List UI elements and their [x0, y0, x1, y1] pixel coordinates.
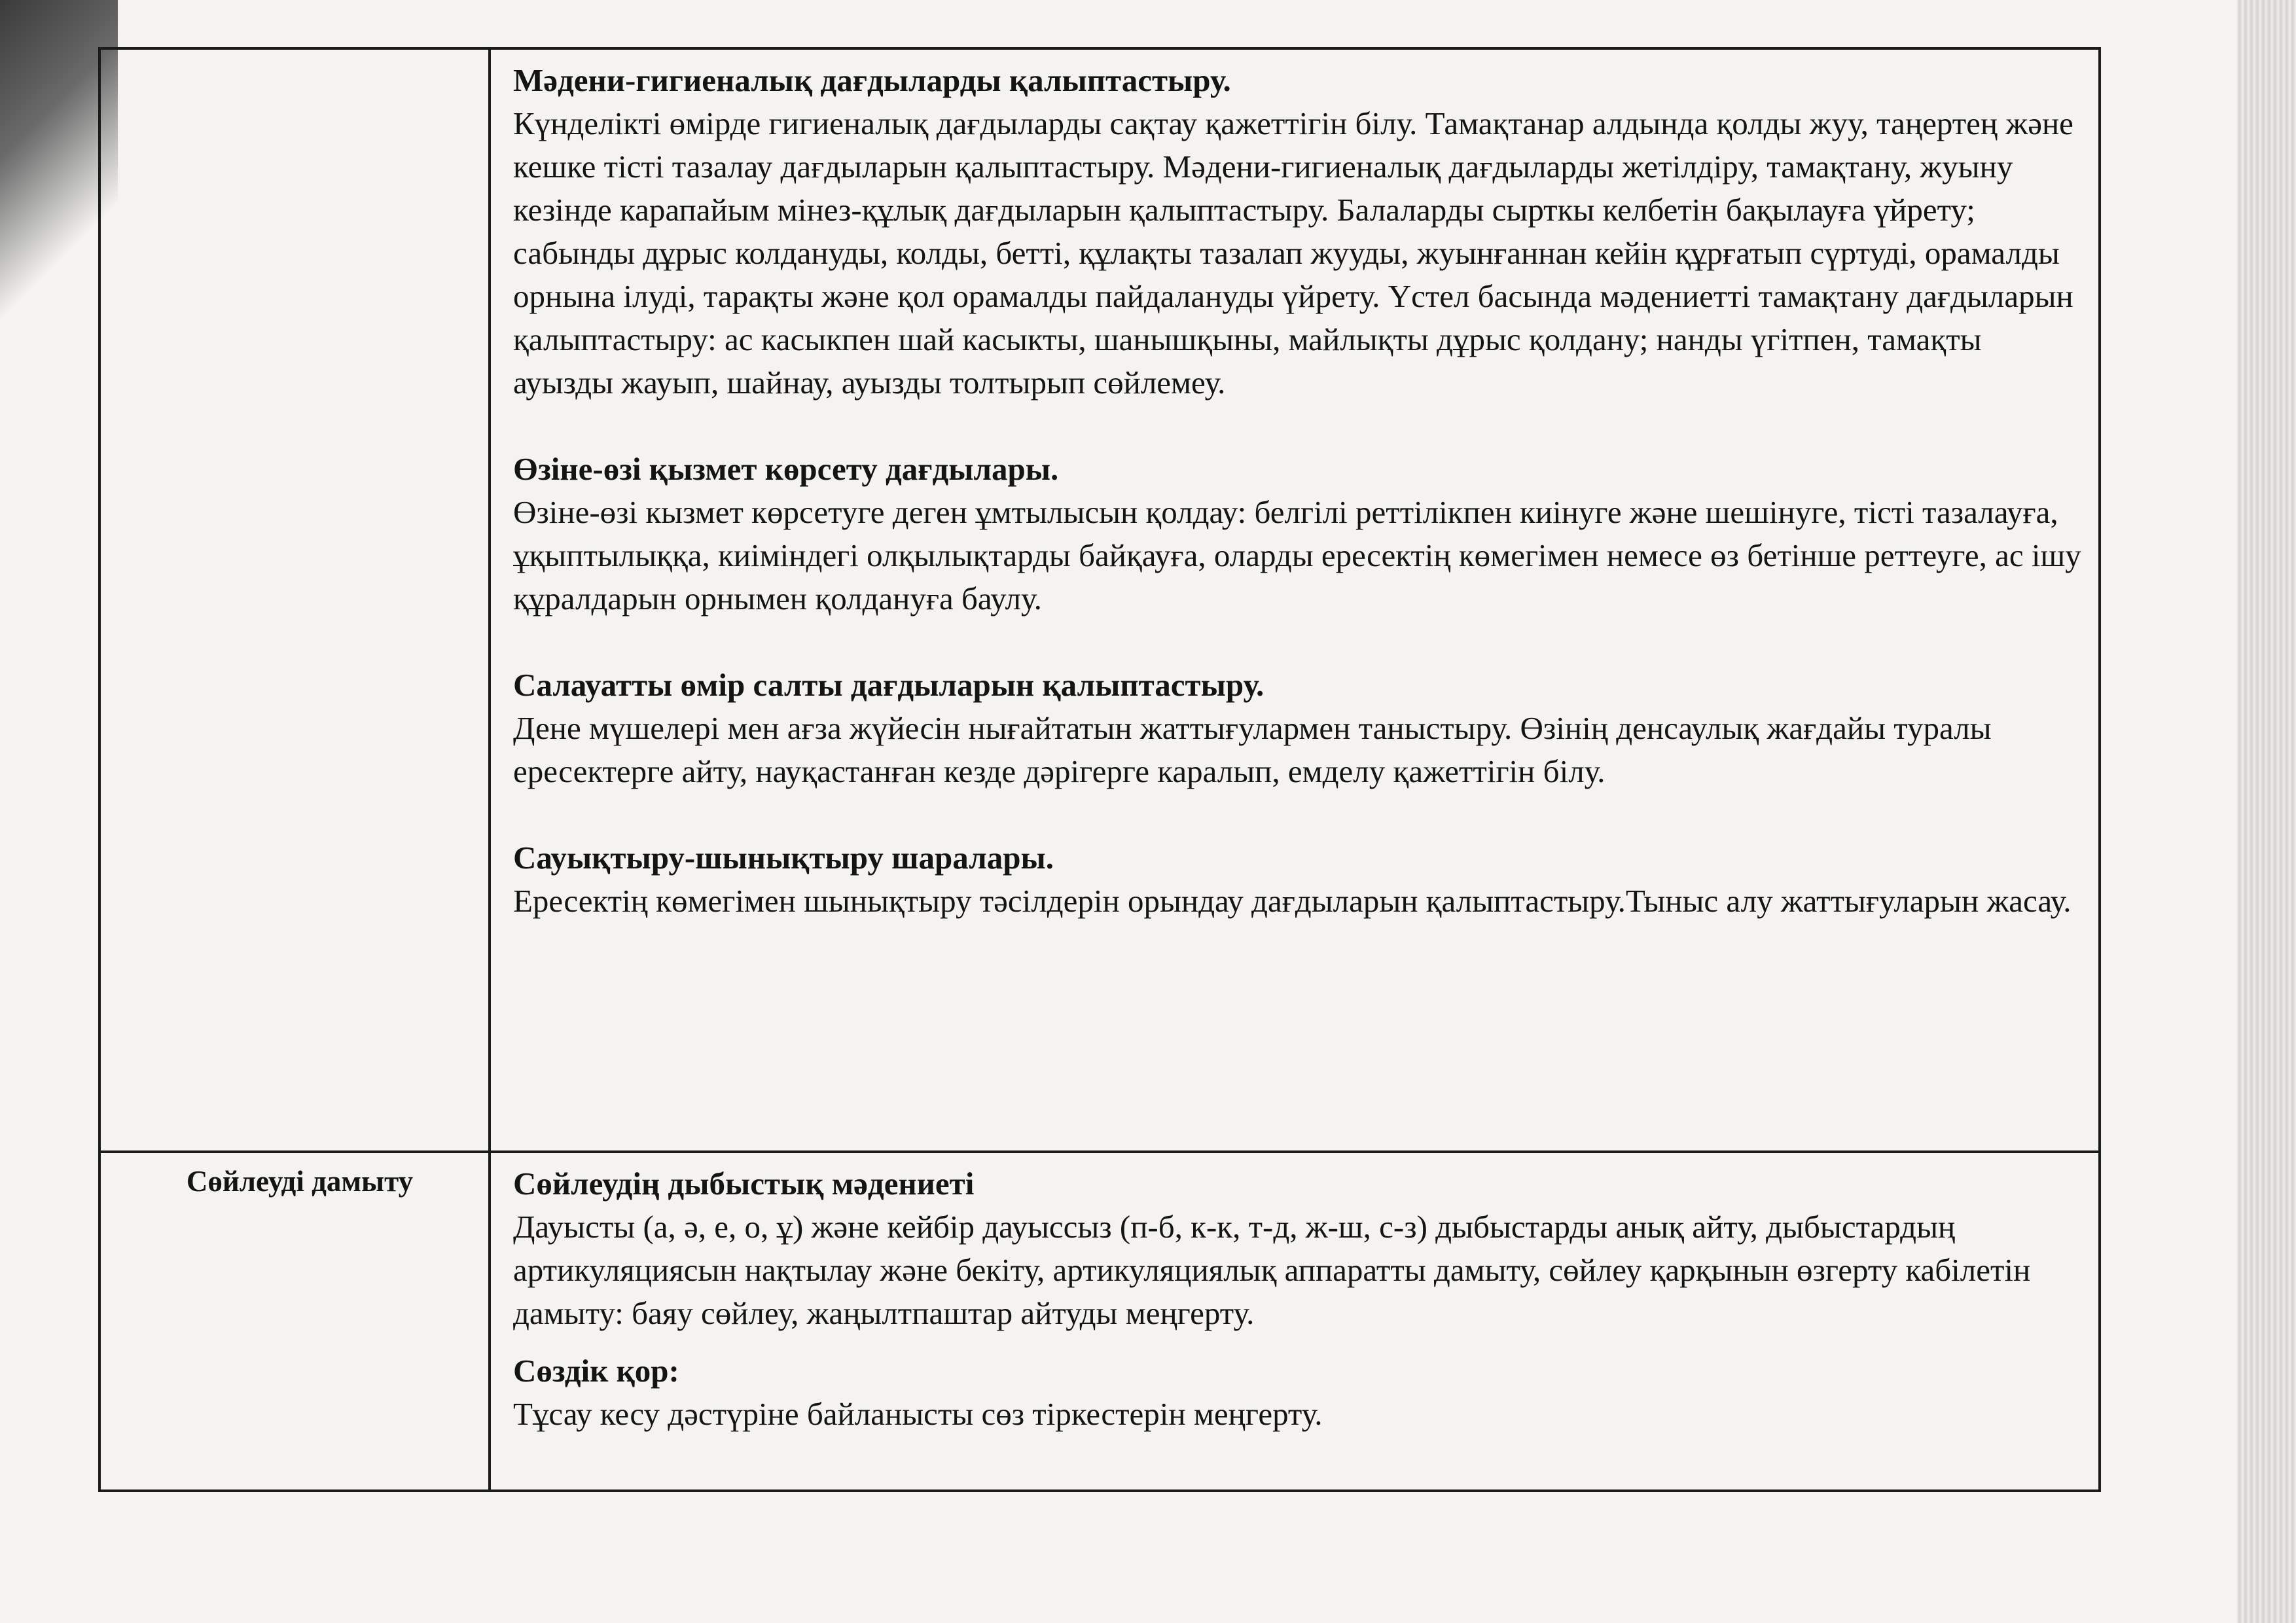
- section-body: Дауысты (а, ә, е, о, ұ) және кейбір дауыссыз (п-б, к-к, т-д, ж-ш, с-з) дыбыстарды анық айту, дыбыстардың артикуляциясын нақтылау және бекіту, артикуляциялық аппаратты дамыту, сөйлеу қарқынын өзгерту кабілетін дамыту: баяу сөйлеу, жаңылтпаштар айтуды меңгерту.: [513, 1209, 2031, 1331]
- row-content-cell: [490, 48, 2100, 1152]
- section-healthy-lifestyle: [513, 664, 2087, 793]
- table-row: [99, 1152, 2100, 1491]
- section-body: Күнделікті өмірде гигиеналық дағдыларды сақтау қажеттігін білу. Тамақтанар алдында қолды жуу, таңертең және кешке тісті тазалау дағдыларын қалыптастыру. Мәдени-гигиеналық дағдыларды жетілдіру, тамақтану, жуыну кезінде карапайым мінез-құлық дағдыларын қалыптастыру. Балаларды сырткы келбетін бақылауға үйрету; сабынды дұрыс колдануды, колды, бетті, құлақты тазалап жууды, жуынғаннан кейін құрғатып сүртуді, орамалды орнына ілуді, тарақты және қол орамалды пайдалануды үйрету. Үстел басында мәдениетті тамақтану дағдыларын қалыптастыру: ас касыкпен шай касыкты, шанышқыны, майлықты дұрыс қолдану; нанды үгітпен, тамақты ауызды жауып, шайнау, ауызды толтырып сөйлемеу.: [513, 105, 2073, 401]
- section-vocabulary: [513, 1349, 2087, 1436]
- section-hardening-measures: [513, 836, 2087, 923]
- row-subject-cell: [99, 48, 490, 1152]
- section-title: Өзіне-өзі қызмет көрсету дағдылары.: [513, 451, 1059, 487]
- section-body: Тұсау кесу дәстүріне байланысты сөз тіркестерін меңгерту.: [513, 1396, 1323, 1432]
- section-self-care-skills: [513, 448, 2087, 620]
- section-hygiene-skills: [513, 59, 2087, 404]
- table-row: [99, 48, 2100, 1152]
- section-title: Сөйлеудің дыбыстық мәдениеті: [513, 1166, 975, 1202]
- section-body: Дене мүшелері мен ағза жүйесін нығайтатын жаттығулармен таныстыру. Өзінің денсаулық жағдайы туралы ересектерге айту, науқастанған кезде дәрігерге каралып, емделу қажеттігін білу.: [513, 710, 1992, 789]
- curriculum-table: [98, 47, 2101, 1492]
- section-body: Өзіне-өзі кызмет көрсетуге деген ұмтылысын қолдау: белгілі реттілікпен киінуге және шешінуге, тісті тазалауға, ұқыптылыққа, киіміндегі олқылықтарды байқауға, оларды ересектің көмегімен немесе өз бетінше реттеуге, ас ішу құралдарын орнымен қолдануға баулу.: [513, 494, 2081, 616]
- page-stack-edge: [2237, 0, 2296, 1623]
- row-subject-cell: Сөйлеуді дамыту: [99, 1152, 490, 1491]
- section-title: Мәдени-гигиеналық дағдыларды қалыптастыру.: [513, 62, 1231, 98]
- section-body: Ересектің көмегімен шынықтыру тәсілдерін орындау дағдыларын қалыптастыру.Тыныс алу жаттығуларын жасау.: [513, 883, 2072, 919]
- section-title: Сөздік қор:: [513, 1353, 679, 1389]
- section-title: Сауықтыру-шынықтыру шаралары.: [513, 840, 1054, 876]
- row-content-cell: [490, 1152, 2100, 1491]
- section-sound-culture: [513, 1162, 2087, 1335]
- section-title: Салауатты өмір салты дағдыларын қалыптастыру.: [513, 667, 1265, 703]
